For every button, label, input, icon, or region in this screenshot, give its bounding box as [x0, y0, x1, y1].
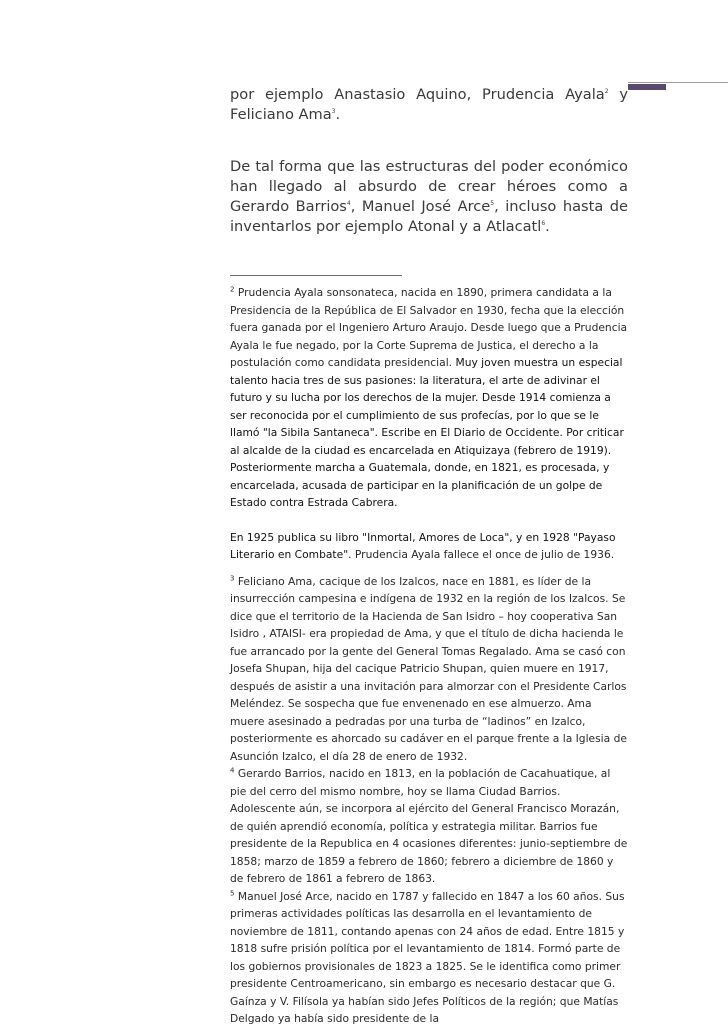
- footnote-text: Gerardo Barrios, nacido en 1813, en la población de Cacahuatique, al pie del cerro del mismo nombre, hoy se llama Ciudad Barrios. Adolescente aún, se incorpora al ejército del General Francisco Morazán, de quién aprendió economía, política y estrategia militar. Barrios fue presidente de la Republica en 4 ocasiones diferentes: junio-septiembre de 1858; marzo de 1859 a febrero de 1860; febrero a diciembre de 1860 y de febrero de 1861 a febrero de 1863.: [230, 767, 628, 885]
- footnote-4: [230, 765, 628, 888]
- footnote-text: Manuel José Arce, nacido en 1787 y fallecido en 1847 a los 60 años. Sus primeras actividades políticas las desarrolla en el levantamiento de noviembre de 1811, contando apenas con 24 años de edad. Entre 1815 y 1818 sufre prisión política por el levantamiento de 1814. Formó parte de los gobiernos provisionales de 1823 a 1825. Se le identifica como primer presidente Centroamericano, sin embargo es necesario destacar que G. Gaínza y V. Filísola ya habían sido Jefes Políticos de la región; que Matías Delgado ya había sido presidente de la: [230, 889, 625, 1025]
- spacer: [230, 512, 628, 529]
- footnote-text-highlight: Muy joven muestra un especial talento hacia tres de sus pasiones: la literatura, el arte de adivinar el futuro y su lucha por los derechos de la mujer. Desde 1914 comienza a ser reconocida por el cumplimiento de sus profecías, por lo que se le llamó "la Sibila Santaneca". Escribe en El Diario de Occidente. Por criticar al alcalde de la ciudad es encarcelada en Atiquizaya (febrero de 1919). Posteriormente marcha a Guatemala, donde, en 1821, es procesada, y encarcelada, acusada de participar en la planificación de un golpe de Estado contra Estrada Cabrera.: [230, 356, 624, 509]
- footnote-ref-3[interactable]: 3: [331, 108, 336, 116]
- footnote-ref-2[interactable]: 2: [604, 88, 609, 96]
- paragraph-text: por ejemplo Anastasio Aquino, Prudencia Ayala: [230, 86, 605, 103]
- footnote-separator: [230, 275, 402, 276]
- footnote-5: [230, 888, 628, 1028]
- paragraph-text: , Manuel José Arce: [350, 198, 491, 215]
- paragraph-heroes: [230, 157, 628, 237]
- spacer: [230, 564, 628, 573]
- footnote-number: 5: [230, 888, 235, 897]
- footnote-text-highlight: En 1925 publica su libro "Inmortal, Amores de Loca", y en 1928 "Payaso Literario en Combate".: [230, 530, 616, 561]
- paragraph-text: y Feliciano Ama: [230, 86, 628, 123]
- paragraph-text: .: [545, 218, 550, 235]
- footnotes: [230, 284, 628, 1028]
- header-rule: [628, 82, 728, 83]
- footnote-number: 4: [230, 766, 235, 775]
- footnote-3: [230, 573, 628, 766]
- footnote-2-cont: [230, 529, 628, 564]
- paragraph-text: .: [335, 106, 341, 123]
- footnote-text: Prudencia Ayala sonsonateca, nacida en 1890, primera candidata a la Presidencia de la República de El Salvador en 1930, fecha que la elección fuera ganada por el Ingeniero Arturo Araujo. Desde luego que a Prudencia Ayala le fue negado, por la Corte Suprema de Justica, el derecho a la postulación como candidata presidencial.: [230, 286, 628, 369]
- footnote-ref-6[interactable]: 6: [541, 220, 546, 228]
- paragraph-text: , incluso hasta de inventarlos por ejemplo Atonal y a Atlacatl: [230, 198, 628, 235]
- paragraph-intro: [230, 85, 628, 125]
- footnote-text: Feliciano Ama, cacique de los Izalcos, nace en 1881, es líder de la insurrección campesina e indígena de 1932 en la región de los Izalcos. Se dice que el territorio de la Hacienda de San Isidro – hoy cooperativa San Isidro , ATAISI- era propiedad de Ama, y que el título de dicha hacienda le fue arrancado por la gente del General Tomas Regalado. Ama se casó con Josefa Shupan, hija del cacique Patricio Shupan, quien muere en 1917, después de asistir a una invitación para almorzar con el Presidente Carlos Meléndez. Se sospecha que fue envenenado en ese almuerzo. Ama muere asesinado a pedradas por una turba de “ladinos” en Izalco, posteriormente es ahorcado su cadáver en el parque frente a la Iglesia de Asunción Izalco, el día 28 de enero de 1932.: [230, 574, 627, 763]
- paragraph-text: De tal forma que las estructuras del poder económico han llegado al absurdo de crear héroes como a Gerardo Barrios: [230, 158, 628, 215]
- footnote-ref-5[interactable]: 5: [490, 200, 495, 208]
- header-accent-bar: [628, 84, 666, 90]
- footnote-text: Prudencia Ayala fallece el once de julio de 1936.: [351, 548, 615, 561]
- footnote-2: [230, 284, 628, 512]
- footnote-number: 3: [230, 573, 235, 582]
- footnote-number: 2: [230, 285, 235, 294]
- footnote-ref-4[interactable]: 4: [346, 200, 351, 208]
